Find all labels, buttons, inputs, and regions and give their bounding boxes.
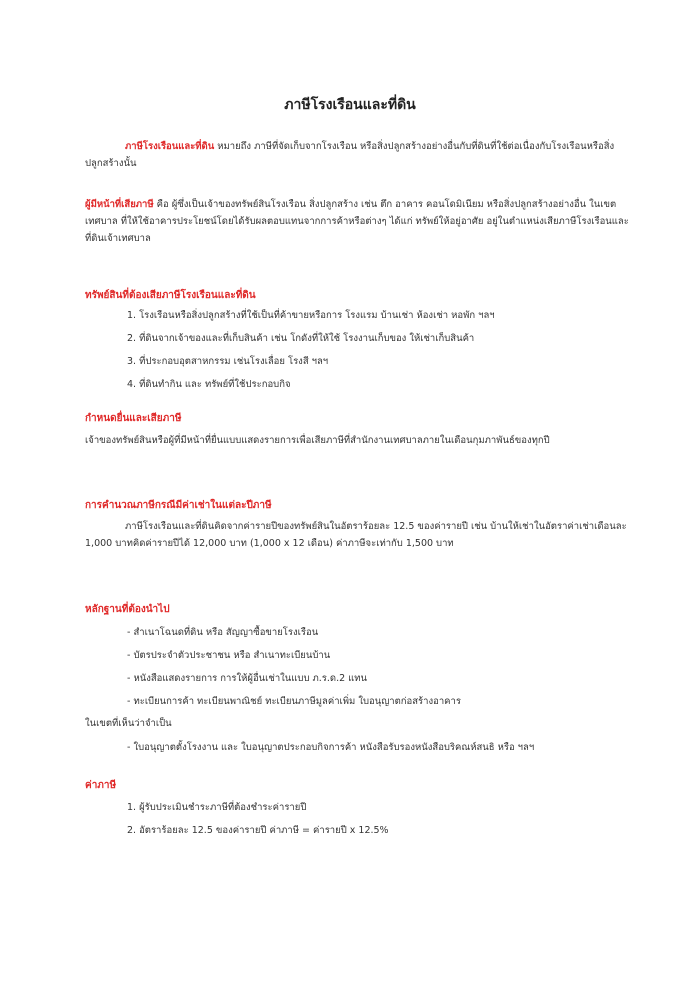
docs-item: - หนังสือแสดงรายการ การให้ผู้อื่นเช่าในแบบ ภ.ร.ด.2 แทน [127,673,368,684]
period-heading: กำหนดยื่นและเสียภาษี [85,413,182,424]
property-item: 3. ที่ประกอบอุตสาหกรรม เช่นโรงเลื่อย โรงสี ฯลฯ [127,356,329,367]
property-heading: ทรัพย์สินที่ต้องเสียภาษีโรงเรือนและที่ดิน [85,290,256,301]
intro-paragraph [85,138,630,172]
docs-item-wrap: ในเขตที่เห็นว่าจำเป็น [85,718,172,729]
property-item: 1. โรงเรือนหรือสิ่งปลูกสร้างที่ใช้เป็นที่ค้าขายหรือการ โรงแรม บ้านเช่า ห้องเช่า หอพัก ฯลฯ [127,310,495,321]
intro-heading: ภาษีโรงเรือนและที่ดิน [125,141,215,152]
property-item: 4. ที่ดินทำกิน และ ทรัพย์ที่ใช้ประกอบกิจ [127,379,291,390]
payer-heading: ผู้มีหน้าที่เสียภาษี [85,199,154,210]
period-text: เจ้าของทรัพย์สินหรือผู้ที่มีหน้าที่ยื่นแบบแสดงรายการเพื่อเสียภาษีที่สำนักงานเทศบาลภายในเดือนกุมภาพันธ์ของทุกปี [85,435,550,446]
property-item: 2. ที่ดินจากเจ้าของและที่เก็บสินค้า เช่น โกดังที่ให้ใช้ โรงงานเก็บของ ให้เช่าเก็บสินค้า [127,333,475,344]
page-title: ภาษีโรงเรือนและที่ดิน [284,97,416,113]
rate-heading: ค่าภาษี [85,780,117,791]
payer-text: คือ ผู้ซึ่งเป็นเจ้าของทรัพย์สินโรงเรือน สิ่งปลูกสร้าง เช่น ตึก อาคาร คอนโดมิเนียม หรือสิ่งปลูกสร้างอย่างอื่น ในเขตเทศบาล ที่ให้ใช้อาคารประโยชน์โดยได้รับผลตอบแทนจากการค้าหรือต่างๆ ได้แก่ ทรัพย์ให้อยู่อาศัย อยู่ในตำแหน่งเสียภาษีโรงเรือนและที่ดินเจ้าเทศบาล [85,199,629,244]
docs-item: - บัตรประจำตัวประชาชน หรือ สำเนาทะเบียนบ้าน [127,650,331,661]
calc-heading: การคำนวณภาษีกรณีมีค่าเช่าในแต่ละปีภาษี [85,500,272,511]
calc-text: ภาษีโรงเรือนและที่ดินคิดจากค่ารายปีของทรัพย์สินในอัตราร้อยละ 12.5 ของค่ารายปี เช่น บ้านให้เช่าในอัตราค่าเช่าเดือนละ 1,000 บาทคิดค่ารายปีได้ 12,000 บาท (1,000 x 12 เดือน) ค่าภาษีจะเท่ากับ 1,500 บาท [85,521,627,549]
rate-item: 2. อัตราร้อยละ 12.5 ของค่ารายปี ค่าภาษี = ค่ารายปี x 12.5% [127,825,389,836]
docs-item: - ทะเบียนการค้า ทะเบียนพาณิชย์ ทะเบียนภาษีมูลค่าเพิ่ม ใบอนุญาตก่อสร้างอาคาร [127,696,461,707]
rate-item: 1. ผู้รับประเมินชำระภาษีที่ต้องชำระค่ารายปี [127,802,307,813]
docs-heading: หลักฐานที่ต้องนำไป [85,604,170,615]
intro-text: หมายถึง ภาษีที่จัดเก็บจากโรงเรือน หรือสิ่งปลูกสร้างอย่างอื่นกับที่ดินที่ใช้ต่อเนื่องกับโรงเรือนหรือสิ่งปลูกสร้างนั้น [85,141,615,169]
payer-paragraph [85,196,630,247]
docs-item: - สำเนาโฉนดที่ดิน หรือ สัญญาซื้อขายโรงเรือน [127,627,319,638]
docs-item: - ใบอนุญาตตั้งโรงงาน และ ใบอนุญาตประกอบกิจการค้า หนังสือรับรองหนังสือบริคณห์สนธิ หรือ ฯลฯ [127,742,535,753]
